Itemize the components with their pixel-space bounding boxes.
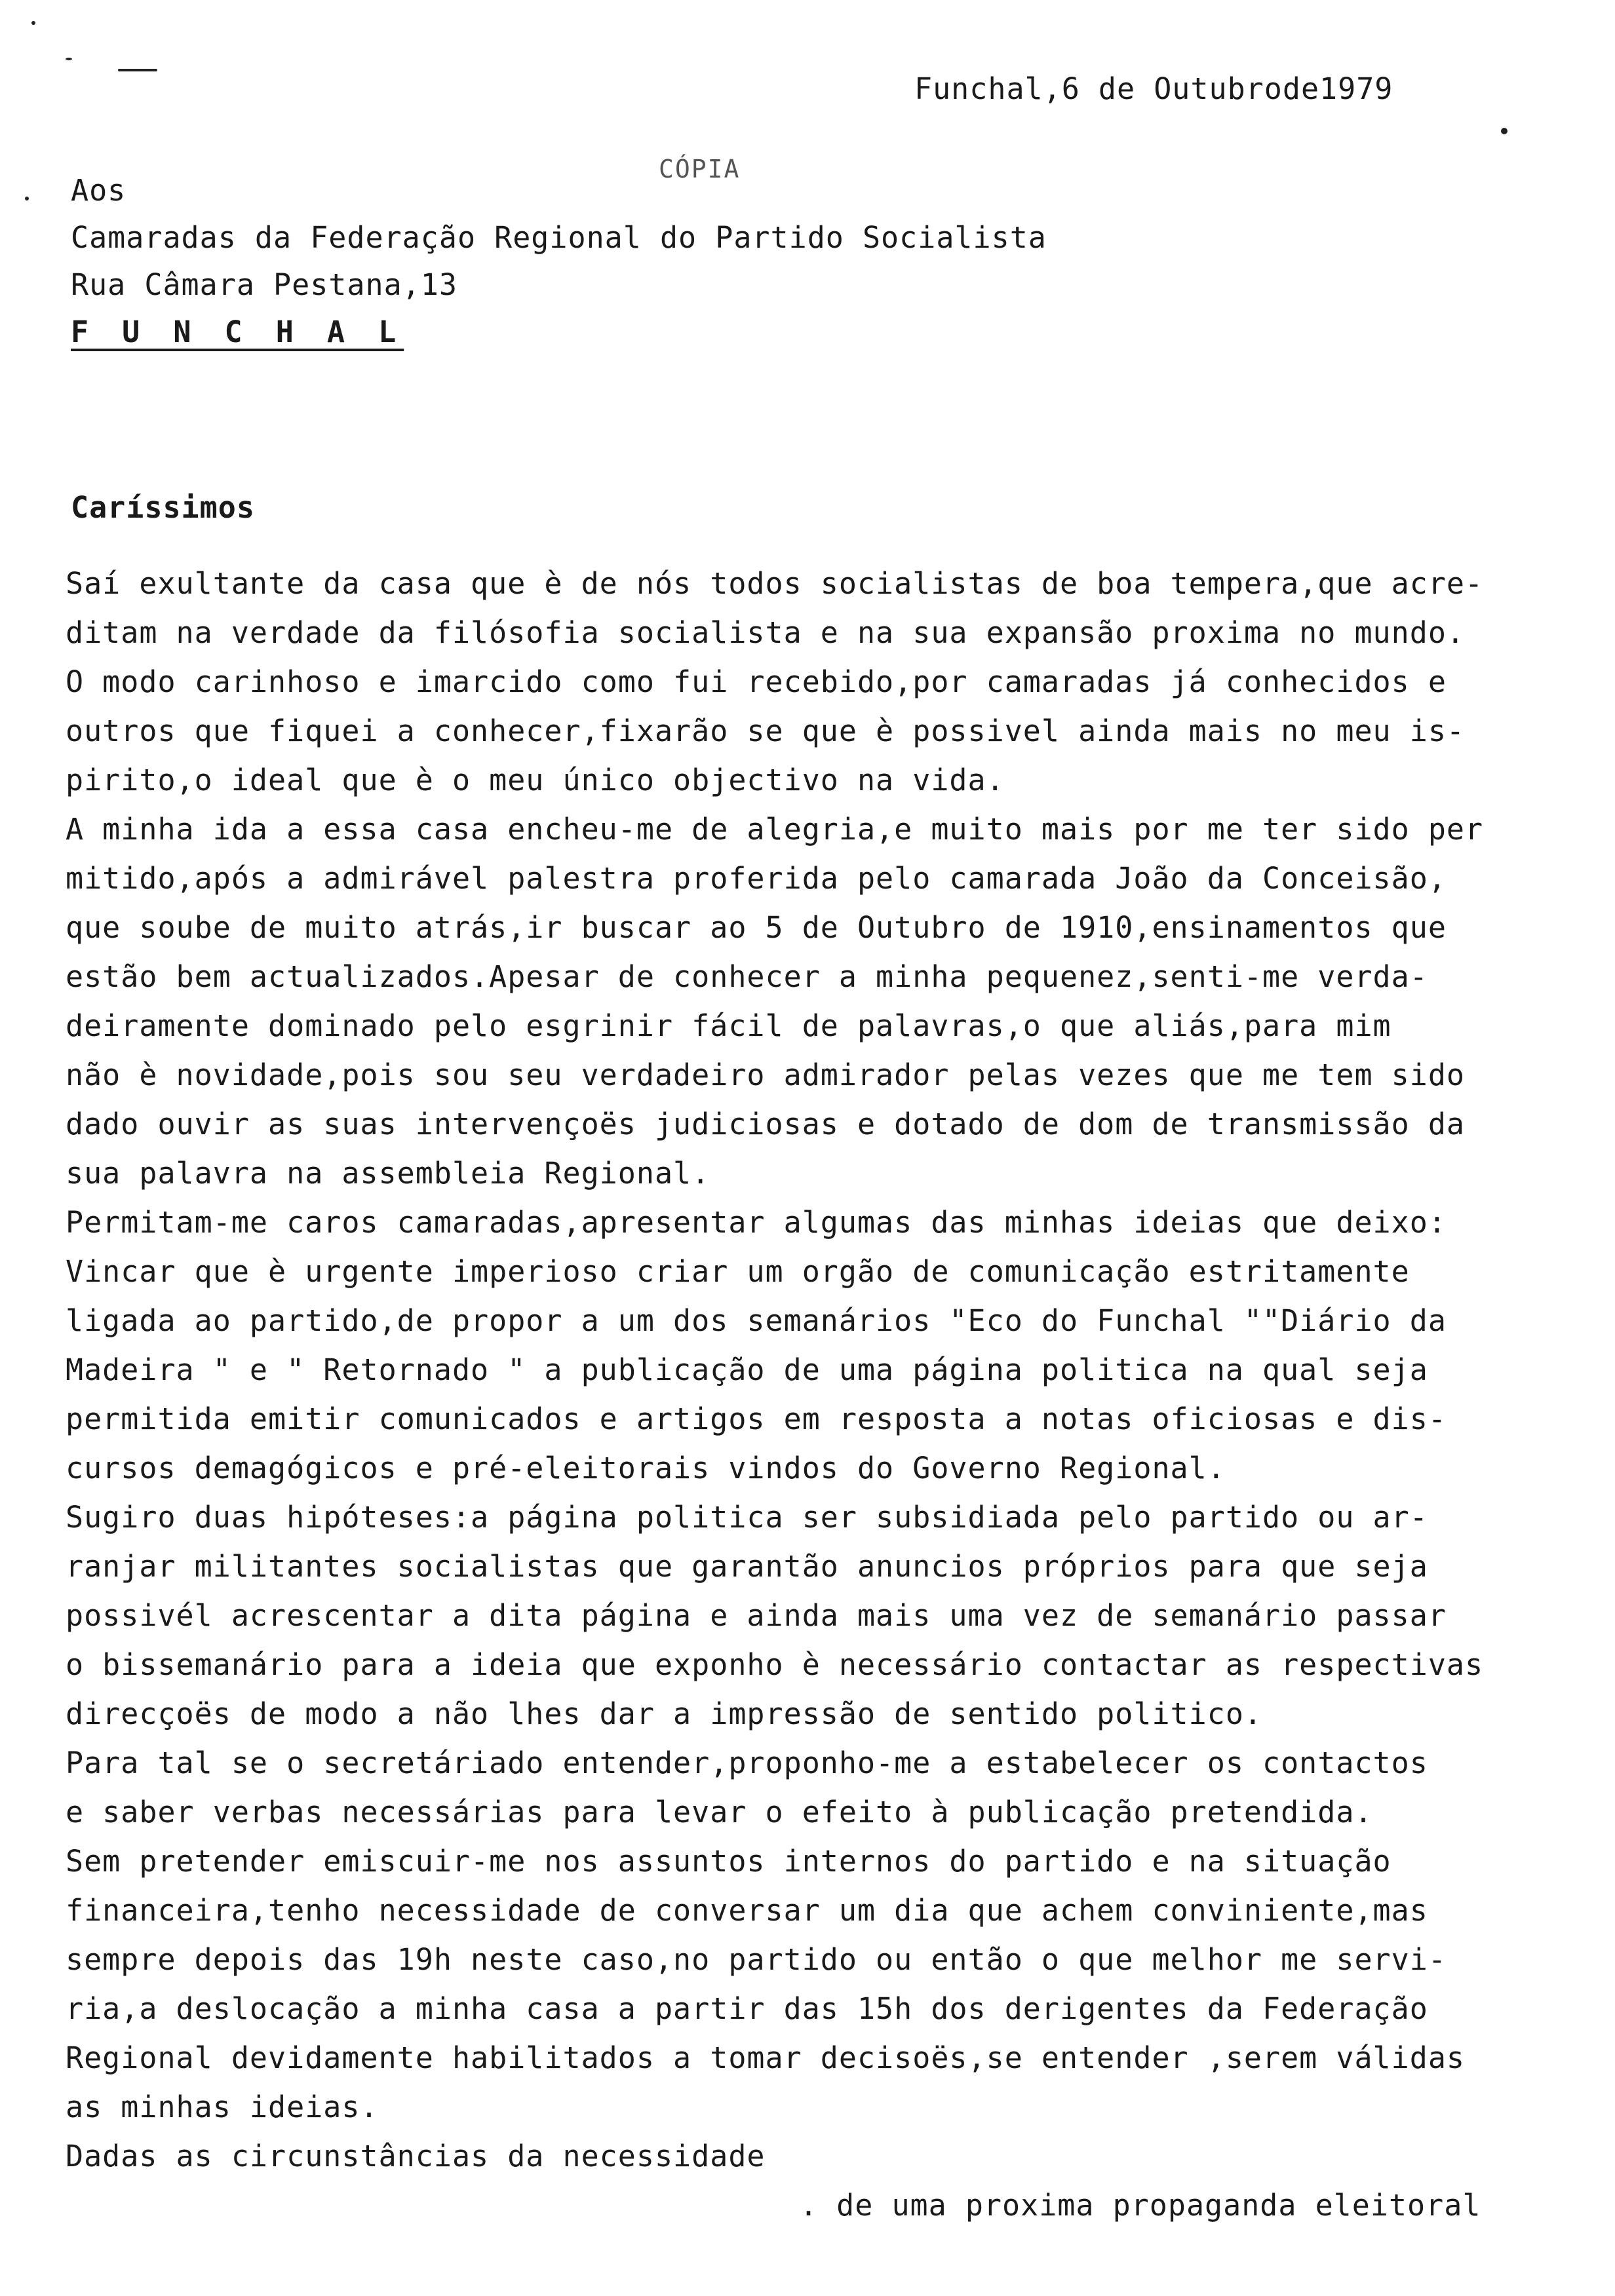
- body-line: possivél acrescentar a dita página e ainda mais uma vez de semanário passar: [66, 1598, 1447, 1633]
- body-line: dado ouvir as suas intervençoës judiciosas e dotado de dom de transmissão da: [66, 1107, 1466, 1141]
- recipient-to: Aos: [71, 173, 126, 208]
- body-line: Sem pretender emiscuir-me nos assuntos internos do partido e na situação: [66, 1844, 1391, 1879]
- body-line: Madeira " e " Retornado " a publicação de uma página politica na qual seja: [66, 1352, 1428, 1387]
- recipient-addressee: Camaradas da Federação Regional do Partido Socialista: [71, 220, 1047, 255]
- body-line: Vincar que è urgente imperioso criar um orgão de comunicação estritamente: [66, 1254, 1410, 1289]
- body-line: financeira,tenho necessidade de conversar um dia que achem conviniente,mas: [66, 1893, 1428, 1928]
- scan-speck: [1501, 128, 1508, 134]
- scan-speck: [31, 21, 35, 25]
- body-line: Permitam-me caros camaradas,apresentar algumas das minhas ideias que deixo:: [66, 1205, 1447, 1240]
- body-line: que soube de muito atrás,ir buscar ao 5 de Outubro de 1910,ensinamentos que: [66, 910, 1447, 945]
- body-line: permitida emitir comunicados e artigos em resposta a notas oficiosas e dis-: [66, 1402, 1447, 1436]
- body-line: ria,a deslocação a minha casa a partir das 15h dos derigentes da Federação: [66, 1991, 1428, 2026]
- body-line: as minhas ideias.: [66, 2090, 379, 2124]
- salutation: Caríssimos: [71, 490, 255, 525]
- copy-stamp: CÓPIA: [659, 155, 741, 183]
- body-line: Sugiro duas hipóteses:a página politica ser subsidiada pelo partido ou ar-: [66, 1500, 1428, 1535]
- body-line: Para tal se o secretáriado entender,proponho-me a estabelecer os contactos: [66, 1746, 1428, 1780]
- body-line: Regional devidamente habilitados a tomar decisoës,se entender ,serem válidas: [66, 2040, 1466, 2075]
- body-line: direcçoës de modo a não lhes dar a impressão de sentido politico.: [66, 1696, 1262, 1731]
- recipient-city: F U N C H A L: [71, 315, 404, 349]
- body-line: mitido,após a admirável palestra proferida pelo camarada João da Conceisão,: [66, 861, 1447, 896]
- body-line: e saber verbas necessárias para levar o efeito à publicação pretendida.: [66, 1795, 1373, 1829]
- body-line: Saí exultante da casa que è de nós todos socialistas de boa tempera,que acre-: [66, 566, 1484, 601]
- body-line: O modo carinhoso e imarcido como fui recebido,por camaradas já conhecidos e: [66, 664, 1447, 699]
- body-line: estão bem actualizados.Apesar de conhecer a minha pequenez,senti-me verda-: [66, 959, 1428, 994]
- body-line: ranjar militantes socialistas que garantão anuncios próprios para que seja: [66, 1549, 1428, 1584]
- body-line: Dadas as circunstâncias da necessidade: [66, 2139, 766, 2173]
- body-line: sempre depois das 19h neste caso,no partido ou então o que melhor me servi-: [66, 1942, 1447, 1977]
- scan-speck: [66, 58, 72, 60]
- body-line: não è novidade,pois sou seu verdadeiro admirador pelas vezes que me tem sido: [66, 1058, 1466, 1092]
- body-line: A minha ida a essa casa encheu-me de alegria,e muito mais por me ter sido per: [66, 812, 1484, 847]
- body-line: outros que fiquei a conhecer,fixarão se que è possivel ainda mais no meu is-: [66, 714, 1466, 748]
- body-line: sua palavra na assembleia Regional.: [66, 1156, 710, 1191]
- recipient-street: Rua Câmara Pestana,13: [71, 267, 457, 302]
- body-line: pirito,o ideal que è o meu único objectivo na vida.: [66, 763, 1005, 797]
- scan-speck: [25, 197, 29, 201]
- continuation-line: . de uma proxima propaganda eleitoral: [800, 2188, 1481, 2223]
- body-line: deiramente dominado pelo esgrinir fácil de palavras,o que aliás,para mim: [66, 1008, 1391, 1043]
- body-line: o bissemanário para a ideia que exponho è necessário contactar as respectivas: [66, 1647, 1484, 1682]
- body-line: ditam na verdade da filósofia socialista e na sua expansão proxima no mundo.: [66, 615, 1466, 650]
- dateline: Funchal,6 de Outubrode1979: [914, 71, 1393, 106]
- scan-speck: [118, 69, 157, 71]
- body-line: ligada ao partido,de propor a um dos semanários "Eco do Funchal ""Diário da: [66, 1303, 1447, 1338]
- body-line: cursos demagógicos e pré-eleitorais vindos do Governo Regional.: [66, 1451, 1226, 1485]
